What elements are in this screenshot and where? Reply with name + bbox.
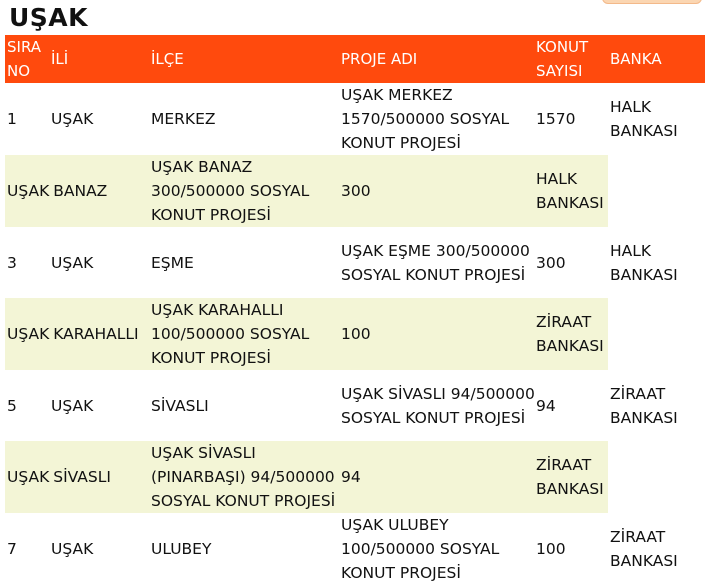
- cell-il-ilce: [5, 155, 149, 227]
- cell-ilce: ULUBEY: [151, 540, 212, 558]
- proje-line: 100/500000 SOSYAL: [341, 540, 500, 558]
- empty-cell: [608, 298, 705, 370]
- cell-konut-sayisi: 300: [339, 155, 534, 227]
- banka-line: BANKASI: [610, 408, 678, 427]
- cell-banka: [534, 298, 608, 370]
- banka-line: BANKASI: [610, 265, 678, 284]
- page-title: UŞAK: [9, 3, 89, 32]
- banka-line: BANKASI: [536, 337, 604, 355]
- cell-proje-adi: [149, 441, 339, 513]
- table-header-row: [5, 35, 705, 83]
- proje-line: KONUT PROJESİ: [151, 349, 271, 367]
- cell-ilce: EŞME: [151, 253, 194, 272]
- banka-line: ZİRAAT: [610, 384, 666, 403]
- table-row: [5, 155, 705, 227]
- cell-banka: [608, 370, 705, 441]
- table-row: [5, 370, 705, 441]
- proje-line: UŞAK ULUBEY: [341, 516, 449, 534]
- cell-ilce: BANAZ: [53, 182, 108, 200]
- table-row: [5, 441, 705, 513]
- empty-cell: [608, 155, 705, 227]
- proje-line: 300/500000 SOSYAL: [151, 182, 310, 200]
- banka-line: BANKASI: [536, 480, 604, 498]
- cell-il-ilce: [5, 298, 149, 370]
- cell-il: UŞAK: [51, 110, 94, 128]
- cell-proje-adi: [339, 370, 534, 441]
- proje-line: KONUT PROJESİ: [151, 206, 271, 224]
- cell-il: UŞAK: [51, 396, 94, 415]
- column-header-ili: İLİ: [49, 35, 149, 83]
- cell-proje-adi: [339, 227, 534, 298]
- proje-line: UŞAK SİVASLI 94/500000: [341, 384, 535, 403]
- table-row: [5, 513, 705, 585]
- proje-line: KONUT PROJESİ: [341, 564, 461, 582]
- cell-konut-sayisi: 100: [339, 298, 534, 370]
- cell-konut-sayisi: 94: [536, 396, 556, 415]
- table-row: [5, 83, 705, 155]
- column-header-ilce: İLÇE: [149, 35, 339, 83]
- cell-ilce: SİVASLI: [151, 396, 209, 415]
- cell-il: UŞAK: [7, 325, 50, 343]
- column-header-konut-sayisi: KONUT SAYISI: [534, 35, 608, 83]
- cell-banka: [534, 155, 608, 227]
- proje-line: (PINARBAŞI) 94/500000: [151, 468, 335, 486]
- banka-line: BANKASI: [610, 552, 678, 570]
- cell-banka: [608, 227, 705, 298]
- cell-banka: [534, 441, 608, 513]
- proje-line: UŞAK BANAZ: [151, 158, 253, 176]
- cell-konut-sayisi: 1570: [536, 110, 576, 128]
- cell-il: UŞAK: [51, 540, 94, 558]
- cell-proje-adi: [339, 513, 534, 585]
- cell-proje-adi: [339, 83, 534, 155]
- cell-konut-sayisi: 300: [536, 253, 566, 272]
- cell-il: UŞAK: [51, 253, 94, 272]
- banka-line: ZİRAAT: [536, 456, 592, 474]
- cell-sira-no: 7: [7, 540, 17, 558]
- cell-il: UŞAK: [7, 182, 50, 200]
- banka-line: BANKASI: [610, 122, 678, 140]
- table-row: [5, 298, 705, 370]
- cell-sira-no: 1: [7, 110, 17, 128]
- cell-konut-sayisi: 94: [339, 441, 534, 513]
- cell-ilce: SİVASLI: [53, 468, 111, 486]
- cell-il: UŞAK: [7, 468, 50, 486]
- cell-banka: [608, 513, 705, 585]
- proje-line: 100/500000 SOSYAL: [151, 325, 310, 343]
- proje-line: UŞAK SİVASLI: [151, 444, 256, 462]
- proje-line: UŞAK KARAHALLI: [151, 301, 284, 319]
- banka-line: BANKASI: [536, 194, 604, 212]
- top-action-button[interactable]: [602, 0, 702, 4]
- banka-line: HALK: [536, 170, 578, 188]
- cell-banka: [608, 83, 705, 155]
- table-row: [5, 227, 705, 298]
- cell-sira-no: 5: [7, 396, 17, 415]
- proje-line: UŞAK MERKEZ: [341, 86, 453, 104]
- empty-cell: [608, 441, 705, 513]
- proje-line: SOSYAL KONUT PROJESİ: [151, 492, 336, 510]
- column-header-sira-no: SIRA NO: [5, 35, 49, 83]
- proje-line: KONUT PROJESİ: [341, 134, 461, 152]
- cell-sira-no: 3: [7, 253, 17, 272]
- cell-ilce: KARAHALLI: [53, 325, 139, 343]
- proje-line: SOSYAL KONUT PROJESİ: [341, 408, 526, 427]
- cell-konut-sayisi: 100: [536, 540, 566, 558]
- cell-proje-adi: [149, 155, 339, 227]
- banka-line: HALK: [610, 98, 652, 116]
- proje-line: UŞAK EŞME 300/500000: [341, 241, 530, 260]
- column-header-banka: BANKA: [608, 35, 705, 83]
- banka-line: ZİRAAT: [536, 313, 592, 331]
- cell-il-ilce: [5, 441, 149, 513]
- cell-proje-adi: [149, 298, 339, 370]
- banka-line: ZİRAAT: [610, 528, 666, 546]
- banka-line: HALK: [610, 241, 652, 260]
- proje-line: SOSYAL KONUT PROJESİ: [341, 265, 526, 284]
- column-header-proje-adi: PROJE ADI: [339, 35, 534, 83]
- proje-line: 1570/500000 SOSYAL: [341, 110, 510, 128]
- projects-table: [5, 35, 705, 585]
- cell-ilce: MERKEZ: [151, 110, 216, 128]
